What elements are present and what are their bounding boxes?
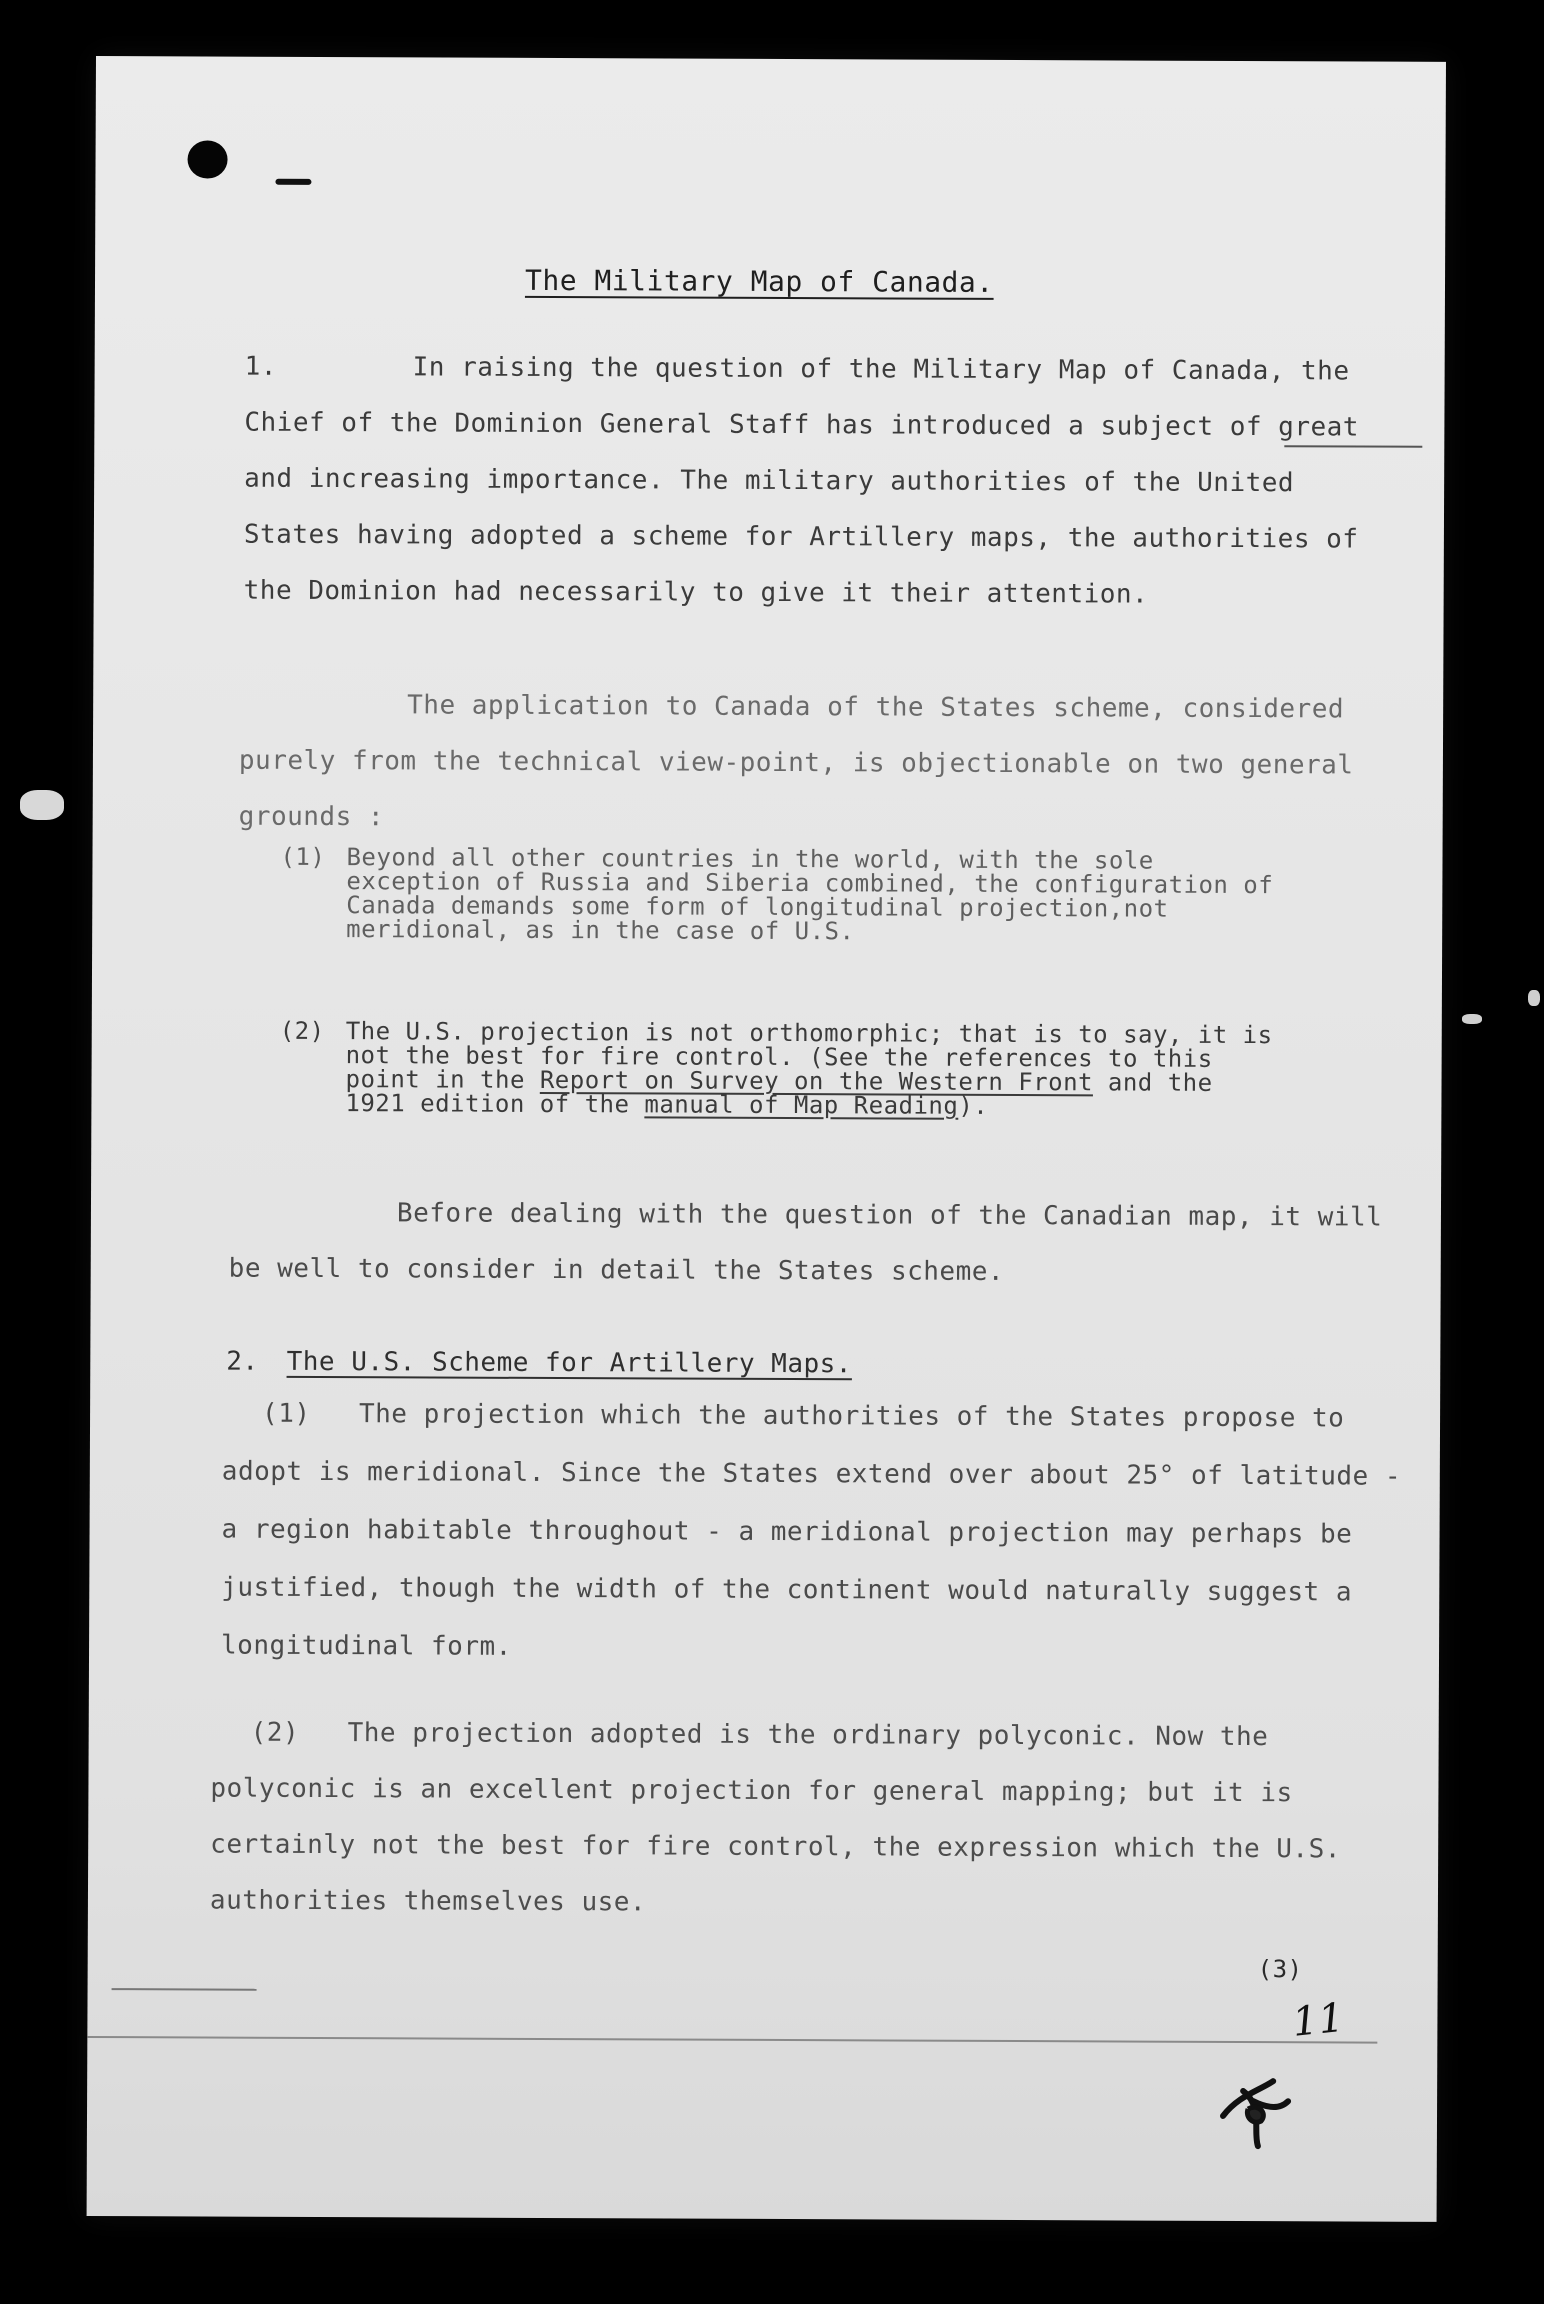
ground-2-text	[345, 1019, 1279, 1119]
section-2-item-2-text: The projection adopted is the ordinary polyconic. Now the polyconic is an excellent projection for general mapping; but it is certainly not the best for fire control, the expression which the U.S. authorities themselves use.	[209, 1718, 1358, 1918]
section-2-item-2-label: (2)	[250, 1717, 300, 1748]
reference-report-western-front: Report on Survey on the Western Front	[539, 1065, 1094, 1097]
ground-2-text-b: and the 1921 edition of the	[345, 1068, 1213, 1119]
reference-manual-map-reading: manual of Map Reading	[644, 1090, 959, 1120]
section-2-item-1	[221, 1385, 1418, 1680]
ground-2-text-a: The U.S. projection is not orthomorphic; that is to say, it is not the best for fire control. (See the references to this point in the	[345, 1017, 1273, 1094]
section-2-heading	[226, 1347, 852, 1380]
section-2-number: 2.	[226, 1346, 259, 1377]
section-2-item-2	[210, 1705, 1411, 1934]
scan-artifact	[1462, 1014, 1482, 1024]
section-2-item-1-text: The projection which the authorities of the States propose to adopt is meridional. Since the States extend over about 25° of latitude - a region habitable throughout - a meridional projection may perhaps be justified, though the width of the continent would naturally suggest a longitudinal form.	[221, 1399, 1418, 1662]
section-1-text: In raising the question of the Military Map of Canada, the Chief of the Dominion General Staff has introduced a subject of great and increasing importance. The military authorities of the United States having adopted a scheme for Artillery maps, the authorities of the Dominion had necessarily to give it their attention.	[243, 352, 1376, 610]
section-2-item-1-label: (1)	[262, 1398, 311, 1429]
transition-paragraph	[229, 1185, 1409, 1302]
ground-1-label: (1)	[280, 842, 326, 872]
ground-1-text: Beyond all other countries in the world, with the sole exception of Russia and Siberia combined, the configuration of Canada demands some form of longitudinal projection,not meridional, as in the case of U.S.	[346, 843, 1274, 946]
page-reference: (3)	[1257, 1955, 1303, 1984]
ground-2	[279, 1016, 1279, 1120]
grounds-intro-text: The application to Canada of the States scheme, considered purely from the technical view-point, is objectionable on two general grounds :	[238, 690, 1370, 833]
section-1-number: 1.	[244, 351, 278, 382]
document-page	[87, 56, 1446, 2222]
transition-text: Before dealing with the question of the Canadian map, it will be well to consider in detail the States scheme.	[228, 1198, 1399, 1287]
scan-artifact	[20, 790, 64, 820]
section-1-paragraph	[244, 339, 1405, 624]
page-title: The Military Map of Canada.	[524, 263, 994, 299]
grounds-intro-paragraph	[239, 677, 1400, 850]
ground-2-label: (2)	[279, 1016, 325, 1046]
scan-artifact	[1528, 990, 1540, 1006]
section-2-title: The U.S. Scheme for Artillery Maps.	[286, 1346, 853, 1380]
handwritten-initial	[1213, 2061, 1303, 2151]
ground-2-text-c: ).	[958, 1091, 989, 1120]
document-body	[87, 56, 1446, 2222]
handwritten-mark: 11	[1290, 1994, 1347, 2046]
ground-1	[280, 842, 1280, 946]
